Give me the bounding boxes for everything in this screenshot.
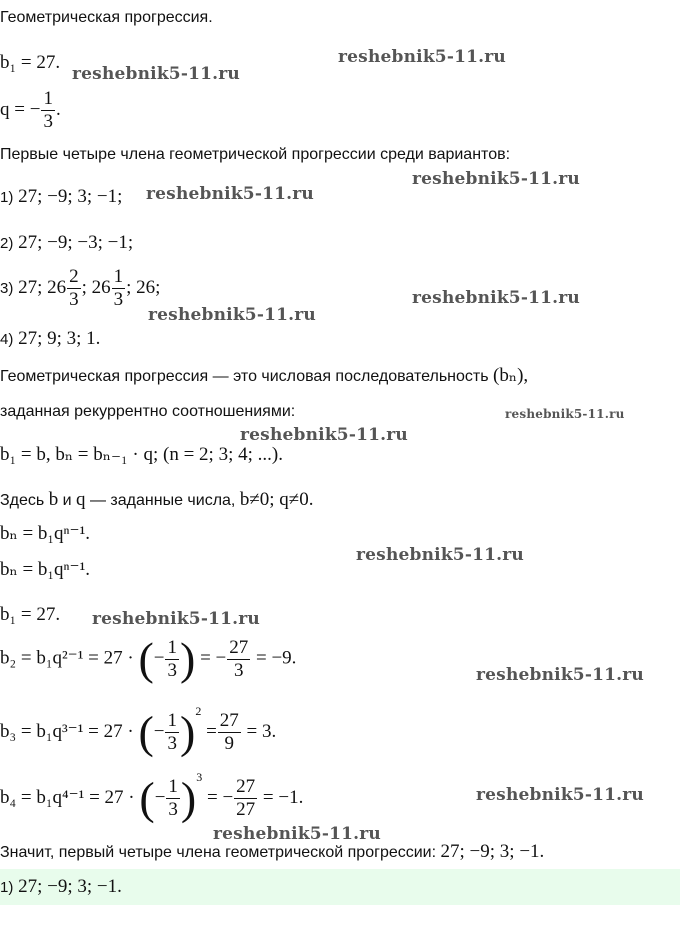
heading: Геометрическая прогрессия. — [0, 9, 213, 26]
watermark: reshebnik5-11.ru — [92, 609, 260, 629]
option-2: 2) 27; −9; −3; −1; — [0, 232, 134, 253]
given-b1: b₁ = 27. — [0, 52, 61, 73]
watermark: reshebnik5-11.ru — [146, 184, 314, 204]
given-q: q = − $\frac{1}{3}$ . — [0, 88, 61, 132]
option-4: 4) 27; 9; 3; 1. — [0, 328, 101, 349]
b1-value: b₁ = 27. — [0, 604, 61, 625]
watermark: reshebnik5-11.ru — [338, 47, 506, 67]
watermark: reshebnik5-11.ru — [148, 305, 316, 325]
q-fraction: $\frac{1}{3}$ — [43, 88, 53, 132]
option-1: 1) 27; −9; 3; −1; — [0, 186, 123, 207]
question-text: Первые четыре члена геометрической прогрессии среди вариантов: — [0, 146, 511, 163]
b3-calc: b₃ = b₁q³⁻¹ = 27 · (− $\frac{1}{3}$ )$^2$ = $\frac{27}{9}$ = 3. — [0, 704, 277, 758]
recurrence-formula: b₁ = b, bₙ = bₙ₋₁ · q; (n = 2; 3; 4; ...). — [0, 444, 283, 465]
watermark: reshebnik5-11.ru — [505, 407, 625, 421]
conclusion: Значит, первый четыре члена геометрической прогрессии: 27; −9; 3; −1. — [0, 841, 545, 862]
watermark: reshebnik5-11.ru — [72, 64, 240, 84]
here-line: Здесь b и q — заданные числа, b≠0; q≠0. — [0, 489, 314, 510]
watermark: reshebnik5-11.ru — [476, 665, 644, 685]
option-3: 3) 27; 26 $\frac{2}{3}$ ; 26 $\frac{1}{3}$ ; 26; — [0, 266, 161, 310]
watermark: reshebnik5-11.ru — [412, 288, 580, 308]
watermark: reshebnik5-11.ru — [356, 545, 524, 565]
watermark: reshebnik5-11.ru — [476, 785, 644, 805]
general-formula-1: bₙ = b₁qⁿ⁻¹. — [0, 523, 91, 544]
definition-line-1: Геометрическая прогрессия — это числовая последовательность (bₙ), — [0, 365, 529, 386]
watermark: reshebnik5-11.ru — [240, 425, 408, 445]
answer: 1) 27; −9; 3; −1. — [0, 876, 122, 897]
watermark: reshebnik5-11.ru — [412, 169, 580, 189]
watermark: reshebnik5-11.ru — [213, 824, 381, 844]
definition-line-2: заданная рекуррентно соотношениями: — [0, 403, 296, 420]
general-formula-2: bₙ = b₁qⁿ⁻¹. — [0, 559, 91, 580]
b4-calc: b₄ = b₁q⁴⁻¹ = 27 · (− $\frac{1}{3}$ )$^3$ = − $\frac{27}{27}$ = −1. — [0, 770, 304, 824]
b2-calc: b₂ = b₁q²⁻¹ = 27 · (− $\frac{1}{3}$ ) = − $\frac{27}{3}$ = −9. — [0, 633, 297, 684]
